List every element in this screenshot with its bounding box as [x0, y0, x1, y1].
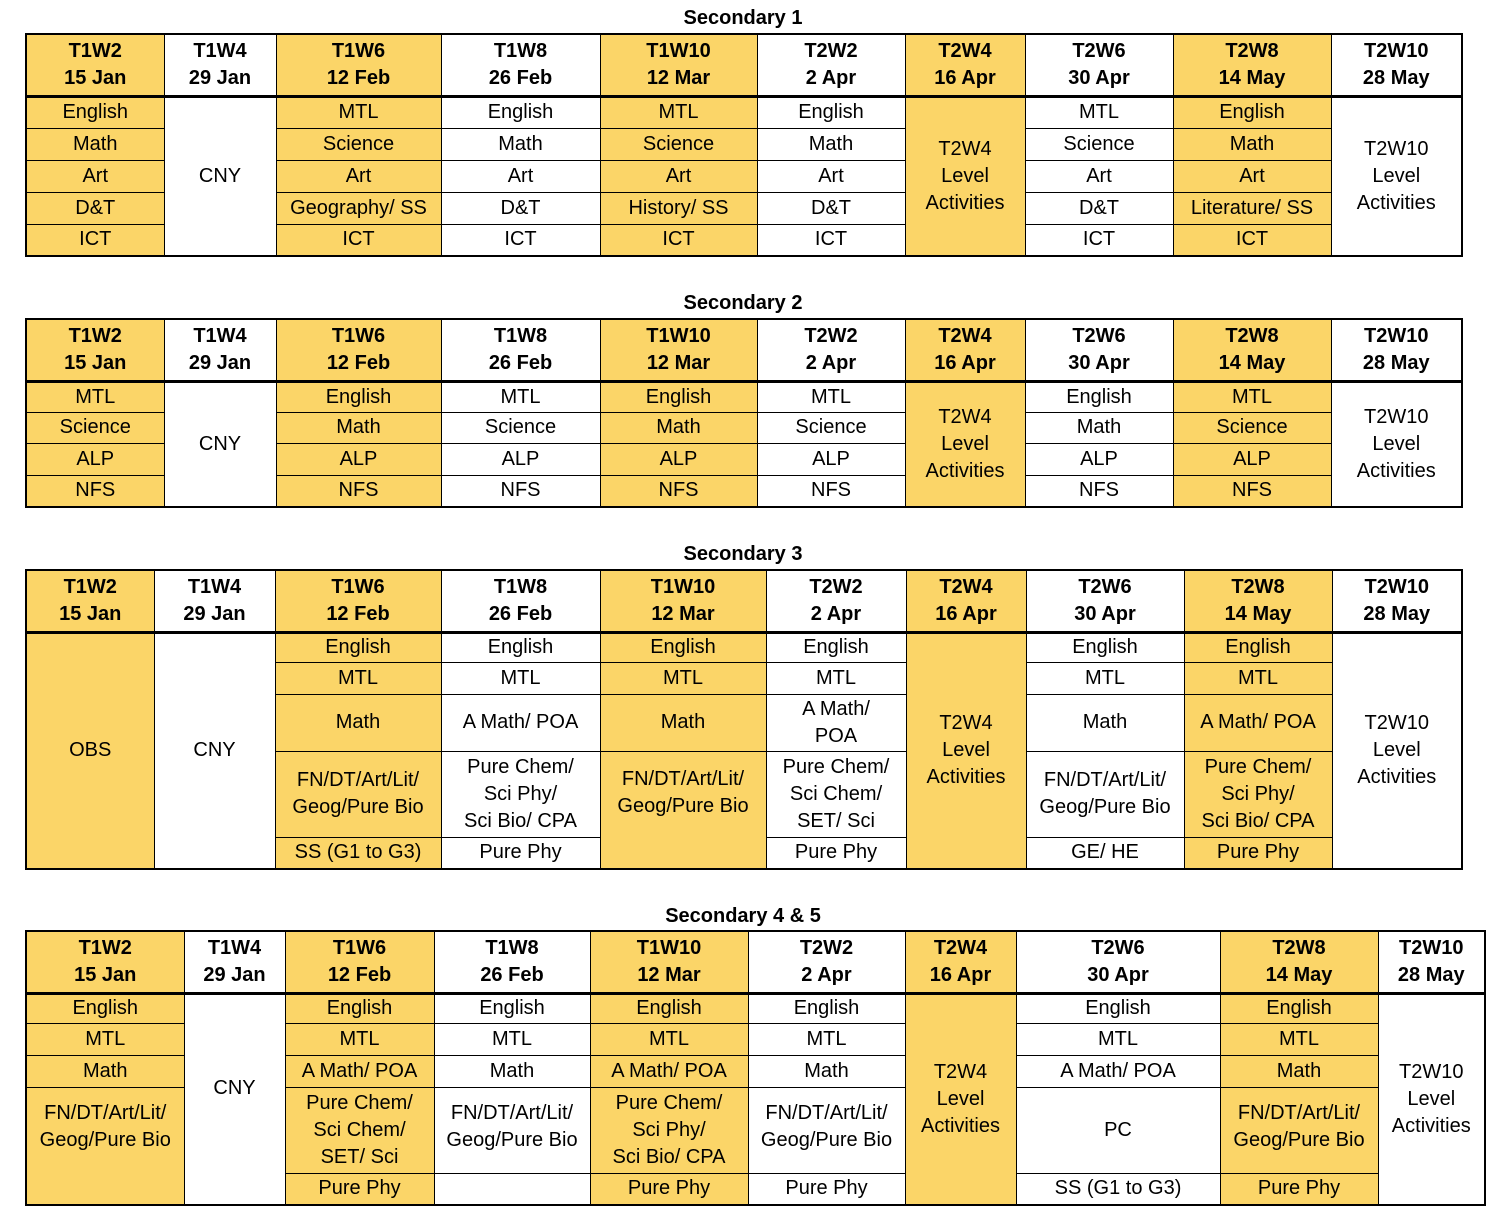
col-header: T1W2 15 Jan: [26, 319, 164, 381]
subject-cell: Art: [1173, 160, 1331, 192]
subject-cell: D&T: [1025, 192, 1173, 224]
col-header: T1W2 15 Jan: [26, 570, 154, 632]
subject-cell: ALP: [1025, 443, 1173, 475]
holiday-cell: CNY: [184, 993, 285, 1205]
subject-cell: MTL: [590, 1023, 748, 1055]
col-header: T1W10 12 Mar: [600, 319, 757, 381]
col-header: T1W4 29 Jan: [164, 34, 276, 96]
subject-cell: MTL: [1173, 381, 1331, 412]
subject-cell: English: [1173, 96, 1331, 128]
col-header: T2W6 30 Apr: [1025, 34, 1173, 96]
subject-cell: Math: [441, 128, 600, 160]
subject-cell: ICT: [26, 224, 164, 256]
subject-cell: Math: [276, 412, 441, 443]
subject-cell: Art: [1025, 160, 1173, 192]
level-activities-cell: T2W10 Level Activities: [1332, 632, 1462, 869]
subject-cell: SS (G1 to G3): [1016, 1173, 1220, 1205]
subject-cell: English: [1025, 381, 1173, 412]
subject-cell: NFS: [276, 475, 441, 507]
subject-cell: Math: [748, 1055, 905, 1087]
col-header: T1W8 26 Feb: [441, 319, 600, 381]
subject-cell: Art: [276, 160, 441, 192]
col-header: T1W4 29 Jan: [184, 931, 285, 993]
subject-cell: PC: [1016, 1087, 1220, 1173]
holiday-cell: CNY: [164, 96, 276, 256]
subject-cell: ICT: [441, 224, 600, 256]
col-header: T2W10 28 May: [1378, 931, 1485, 993]
subject-cell: Math: [275, 694, 441, 751]
subject-cell: English: [1026, 632, 1184, 662]
subject-cell: Math: [757, 128, 905, 160]
col-header: T1W8 26 Feb: [441, 34, 600, 96]
section-title: Secondary 1: [683, 7, 803, 29]
subject-cell: English: [275, 632, 441, 662]
col-header: T2W2 2 Apr: [748, 931, 905, 993]
col-header: T1W2 15 Jan: [26, 34, 164, 96]
subject-cell: Pure Phy: [748, 1173, 905, 1205]
level-activities-cell: T2W4 Level Activities: [905, 96, 1025, 256]
subject-cell: English: [1220, 993, 1378, 1023]
holiday-cell: CNY: [164, 381, 276, 507]
subject-cell: FN/DT/Art/Lit/ Geog/Pure Bio: [1220, 1087, 1378, 1173]
subject-cell: FN/DT/Art/Lit/ Geog/Pure Bio: [434, 1087, 590, 1173]
col-header: T1W8 26 Feb: [434, 931, 590, 993]
subject-cell: English: [26, 96, 164, 128]
section-title: Secondary 2: [683, 292, 803, 314]
subject-cell: MTL: [600, 96, 757, 128]
subject-cell: MTL: [441, 381, 600, 412]
subject-cell: English: [1184, 632, 1332, 662]
subject-cell: Math: [600, 412, 757, 443]
subject-cell: [434, 1173, 590, 1205]
col-header: T2W4 16 Apr: [905, 34, 1025, 96]
col-header: T2W8 14 May: [1184, 570, 1332, 632]
holiday-cell: CNY: [154, 632, 275, 869]
subject-cell: Art: [600, 160, 757, 192]
col-header: T1W2 15 Jan: [26, 931, 184, 993]
subject-cell: Pure Phy: [441, 837, 600, 869]
col-header: T2W2 2 Apr: [766, 570, 906, 632]
subject-cell: A Math/ POA: [1184, 694, 1332, 751]
subject-cell: A Math/ POA: [1016, 1055, 1220, 1087]
col-header: T2W6 30 Apr: [1016, 931, 1220, 993]
subject-cell: ALP: [757, 443, 905, 475]
subject-cell: English: [276, 381, 441, 412]
subject-cell: MTL: [748, 1023, 905, 1055]
subject-cell: English: [600, 632, 766, 662]
subject-cell: Geography/ SS: [276, 192, 441, 224]
subject-cell: English: [1016, 993, 1220, 1023]
col-header: T1W6 12 Feb: [275, 570, 441, 632]
subject-cell: ALP: [600, 443, 757, 475]
subject-cell: ALP: [1173, 443, 1331, 475]
section-title: Secondary 4 & 5: [665, 905, 821, 927]
subject-cell: FN/DT/Art/Lit/ Geog/Pure Bio: [26, 1087, 184, 1205]
subject-cell: Math: [1026, 694, 1184, 751]
col-header: T2W10 28 May: [1331, 319, 1462, 381]
schedule-table: [25, 33, 1463, 257]
schedule-table: [25, 930, 1486, 1206]
subject-cell: MTL: [285, 1023, 434, 1055]
subject-cell: English: [600, 381, 757, 412]
subject-cell: Math: [600, 694, 766, 751]
subject-cell: MTL: [1026, 662, 1184, 694]
schedule-table: [25, 318, 1463, 508]
subject-cell: Art: [441, 160, 600, 192]
subject-cell: Art: [26, 160, 164, 192]
subject-cell: Science: [441, 412, 600, 443]
subject-cell: Literature/ SS: [1173, 192, 1331, 224]
col-header: T2W2 2 Apr: [757, 34, 905, 96]
level-activities-cell: T2W4 Level Activities: [905, 381, 1025, 507]
subject-cell: ICT: [757, 224, 905, 256]
subject-cell: English: [434, 993, 590, 1023]
col-header: T2W4 16 Apr: [905, 931, 1016, 993]
subject-cell: A Math/ POA: [285, 1055, 434, 1087]
subject-cell: MTL: [276, 96, 441, 128]
subject-cell: MTL: [1220, 1023, 1378, 1055]
col-header: T2W10 28 May: [1332, 570, 1462, 632]
subject-cell: ICT: [600, 224, 757, 256]
subject-cell: Science: [757, 412, 905, 443]
subject-cell: ALP: [276, 443, 441, 475]
subject-cell: Science: [26, 412, 164, 443]
subject-cell: English: [748, 993, 905, 1023]
subject-cell: NFS: [441, 475, 600, 507]
subject-cell: NFS: [1173, 475, 1331, 507]
level-activities-cell: T2W10 Level Activities: [1378, 993, 1485, 1205]
subject-cell: English: [590, 993, 748, 1023]
subject-cell: ICT: [276, 224, 441, 256]
subject-cell: MTL: [1025, 96, 1173, 128]
level-activities-cell: T2W10 Level Activities: [1331, 96, 1462, 256]
subject-cell: ICT: [1173, 224, 1331, 256]
subject-cell: History/ SS: [600, 192, 757, 224]
subject-cell: Pure Chem/ Sci Phy/ Sci Bio/ CPA: [441, 751, 600, 837]
subject-cell: Pure Chem/ Sci Chem/ SET/ Sci: [285, 1087, 434, 1173]
section-title: Secondary 3: [683, 543, 803, 565]
col-header: T2W6 30 Apr: [1025, 319, 1173, 381]
subject-cell: MTL: [441, 662, 600, 694]
subject-cell: MTL: [1184, 662, 1332, 694]
subject-cell: Pure Chem/ Sci Chem/ SET/ Sci: [766, 751, 906, 837]
col-header: T2W6 30 Apr: [1026, 570, 1184, 632]
col-header: T2W10 28 May: [1331, 34, 1462, 96]
subject-cell: GE/ HE: [1026, 837, 1184, 869]
subject-cell: MTL: [26, 381, 164, 412]
subject-cell: NFS: [600, 475, 757, 507]
subject-cell: English: [441, 632, 600, 662]
subject-cell: Pure Phy: [766, 837, 906, 869]
subject-cell: A Math/ POA: [590, 1055, 748, 1087]
col-header: T1W10 12 Mar: [600, 570, 766, 632]
subject-cell: Science: [1025, 128, 1173, 160]
subject-cell: SS (G1 to G3): [275, 837, 441, 869]
subject-cell: MTL: [434, 1023, 590, 1055]
subject-cell: ALP: [26, 443, 164, 475]
subject-cell: MTL: [26, 1023, 184, 1055]
subject-cell: A Math/ POA: [766, 694, 906, 751]
level-activities-cell: T2W4 Level Activities: [906, 632, 1026, 869]
subject-cell: ALP: [441, 443, 600, 475]
subject-cell: D&T: [757, 192, 905, 224]
col-header: T2W8 14 May: [1173, 319, 1331, 381]
subject-cell: MTL: [757, 381, 905, 412]
subject-cell: English: [285, 993, 434, 1023]
subject-cell: FN/DT/Art/Lit/ Geog/Pure Bio: [600, 751, 766, 869]
subject-cell: Math: [26, 1055, 184, 1087]
subject-cell: Math: [1173, 128, 1331, 160]
subject-cell: NFS: [1025, 475, 1173, 507]
subject-cell: English: [766, 632, 906, 662]
subject-cell: Art: [757, 160, 905, 192]
col-header: T2W2 2 Apr: [757, 319, 905, 381]
col-header: T1W10 12 Mar: [600, 34, 757, 96]
subject-cell: Pure Phy: [285, 1173, 434, 1205]
level-activities-cell: T2W10 Level Activities: [1331, 381, 1462, 507]
col-header: T1W4 29 Jan: [164, 319, 276, 381]
obs-cell: OBS: [26, 632, 154, 869]
col-header: T1W6 12 Feb: [276, 34, 441, 96]
subject-cell: MTL: [275, 662, 441, 694]
subject-cell: English: [441, 96, 600, 128]
subject-cell: Math: [1025, 412, 1173, 443]
subject-cell: FN/DT/Art/Lit/ Geog/Pure Bio: [275, 751, 441, 837]
subject-cell: Science: [1173, 412, 1331, 443]
col-header: T2W8 14 May: [1173, 34, 1331, 96]
schedule-table: [25, 569, 1463, 870]
subject-cell: MTL: [766, 662, 906, 694]
level-activities-cell: T2W4 Level Activities: [905, 993, 1016, 1205]
subject-cell: MTL: [600, 662, 766, 694]
subject-cell: MTL: [1016, 1023, 1220, 1055]
subject-cell: D&T: [441, 192, 600, 224]
subject-cell: Science: [600, 128, 757, 160]
subject-cell: Pure Phy: [1184, 837, 1332, 869]
subject-cell: Pure Chem/ Sci Phy/ Sci Bio/ CPA: [590, 1087, 748, 1173]
subject-cell: Pure Phy: [590, 1173, 748, 1205]
subject-cell: A Math/ POA: [441, 694, 600, 751]
subject-cell: FN/DT/Art/Lit/ Geog/Pure Bio: [1026, 751, 1184, 837]
subject-cell: English: [757, 96, 905, 128]
col-header: T2W4 16 Apr: [905, 319, 1025, 381]
col-header: T2W8 14 May: [1220, 931, 1378, 993]
subject-cell: ICT: [1025, 224, 1173, 256]
subject-cell: NFS: [26, 475, 164, 507]
subject-cell: Math: [26, 128, 164, 160]
col-header: T1W8 26 Feb: [441, 570, 600, 632]
subject-cell: Science: [276, 128, 441, 160]
col-header: T2W4 16 Apr: [906, 570, 1026, 632]
col-header: T1W6 12 Feb: [276, 319, 441, 381]
subject-cell: NFS: [757, 475, 905, 507]
col-header: T1W10 12 Mar: [590, 931, 748, 993]
subject-cell: Pure Chem/ Sci Phy/ Sci Bio/ CPA: [1184, 751, 1332, 837]
subject-cell: Math: [434, 1055, 590, 1087]
col-header: T1W6 12 Feb: [285, 931, 434, 993]
subject-cell: English: [26, 993, 184, 1023]
subject-cell: FN/DT/Art/Lit/ Geog/Pure Bio: [748, 1087, 905, 1173]
subject-cell: Pure Phy: [1220, 1173, 1378, 1205]
col-header: T1W4 29 Jan: [154, 570, 275, 632]
subject-cell: D&T: [26, 192, 164, 224]
subject-cell: Math: [1220, 1055, 1378, 1087]
